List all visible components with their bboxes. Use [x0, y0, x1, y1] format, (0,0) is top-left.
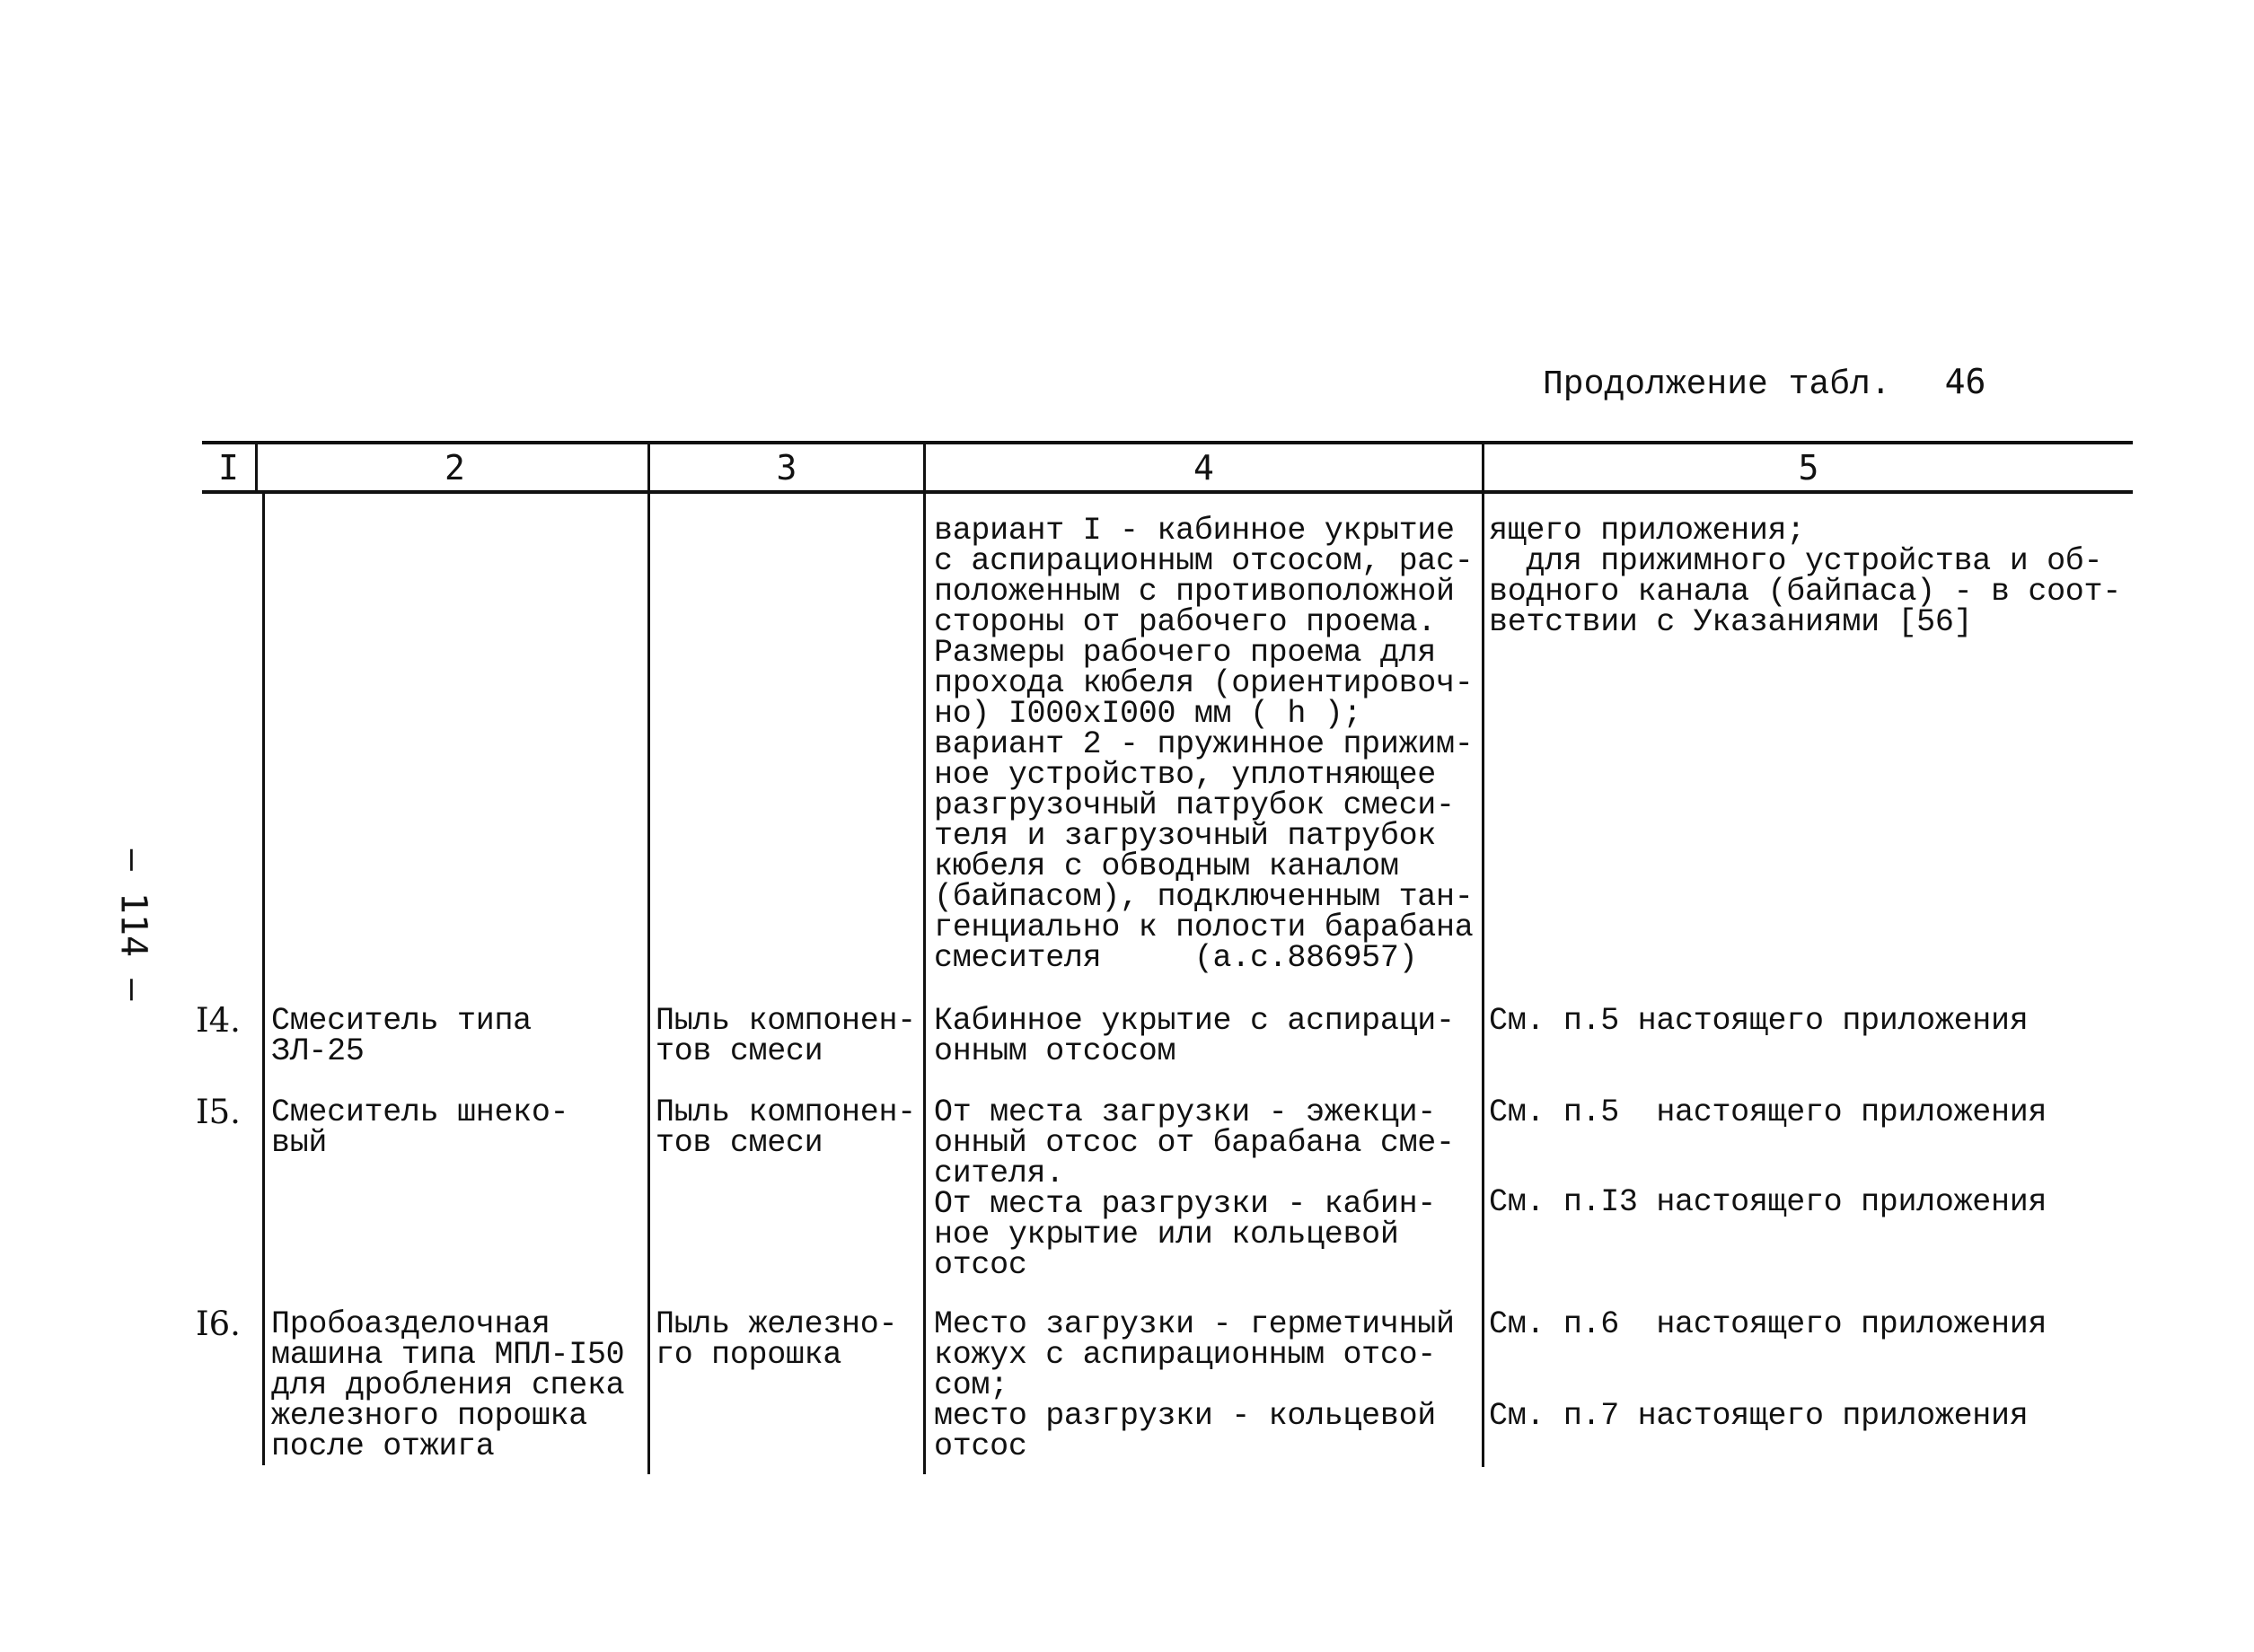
column-divider-1: [255, 444, 258, 494]
page-number: [106, 848, 160, 1001]
row-15-equipment: Смеситель шнеко- вый: [271, 1094, 569, 1161]
row-14-reference: См. п.5 настоящего приложения: [1489, 1003, 2029, 1039]
column-header-1: I: [218, 448, 239, 488]
row-15-measure: От места загрузки - эжекци- онный отсос от барабана сме- сителя. От места разгрузки - кабин- ное укрытие или кольцевой отсос: [934, 1094, 1455, 1283]
column-divider-4: [1482, 444, 1484, 1467]
column-header-2: 2: [445, 448, 465, 488]
row-14-measure: Кабинное укрытие с аспираци- онным отсосом: [934, 1003, 1455, 1069]
row-15-emission: Пыль компонен- тов смеси: [656, 1094, 916, 1161]
column-header-4: 4: [1193, 448, 1214, 488]
page-number-text: — 114 —: [112, 848, 154, 1001]
row-14-emission: Пыль компонен- тов смеси: [656, 1003, 916, 1069]
row-16-measure: Место загрузки - герметичный кожух с аспирационным отсо- сом; место разгрузки - кольцевой отсос: [934, 1306, 1455, 1464]
continuation-col5-text: ящего приложения; для прижимного устройства и об- водного канала (байпаса) - в соот- ветствии с Указаниями [56]: [1489, 513, 2121, 640]
row-number-15: I5.: [196, 1093, 241, 1131]
continuation-col4-text: вариант I - кабинное укрытие с аспирационным отсосом, рас- положенным с противоположной стороны от рабочего проема. Размеры рабочего проема для прохода кюбеля (ориентировоч- но) I000xI000 мм ( h ); вариант 2 - пружинное прижим- ное устройство, уплотняющее разгрузочный патрубок смеси- теля и загрузочный патрубок кюбеля с обводным каналом (байпасом), подключенным тан- генциально к полости барабана смесителя (а.с.886957): [934, 513, 1474, 976]
column-divider-1-body: [262, 494, 265, 1465]
row-16-reference-1: См. п.6 настоящего приложения: [1489, 1306, 2047, 1342]
table-caption: [1543, 361, 1985, 406]
row-number-16: I6.: [196, 1305, 241, 1343]
row-15-reference-1: См. п.5 настоящего приложения: [1489, 1094, 2047, 1130]
column-header-3: 3: [776, 448, 797, 488]
row-14-equipment: Смеситель типа ЗЛ-25: [271, 1003, 532, 1069]
row-number-14: I4.: [196, 1001, 241, 1040]
column-divider-2: [647, 444, 650, 1474]
column-header-5: 5: [1798, 448, 1819, 488]
table-number: 46: [1944, 362, 1986, 401]
header-bottom-rule: [202, 490, 2133, 494]
row-16-emission: Пыль железно- го порошка: [656, 1306, 898, 1373]
row-16-reference-2: См. п.7 настоящего приложения: [1489, 1398, 2029, 1434]
caption-text: Продолжение табл.: [1543, 365, 1891, 404]
row-15-reference-2: См. п.I3 настоящего приложения: [1489, 1184, 2047, 1220]
column-divider-3: [923, 444, 926, 1474]
table-top-rule: [202, 441, 2133, 444]
row-16-equipment: Пробоазделочная машина типа МПЛ-I50 для дробления спека железного порошка после отжига: [271, 1306, 625, 1464]
